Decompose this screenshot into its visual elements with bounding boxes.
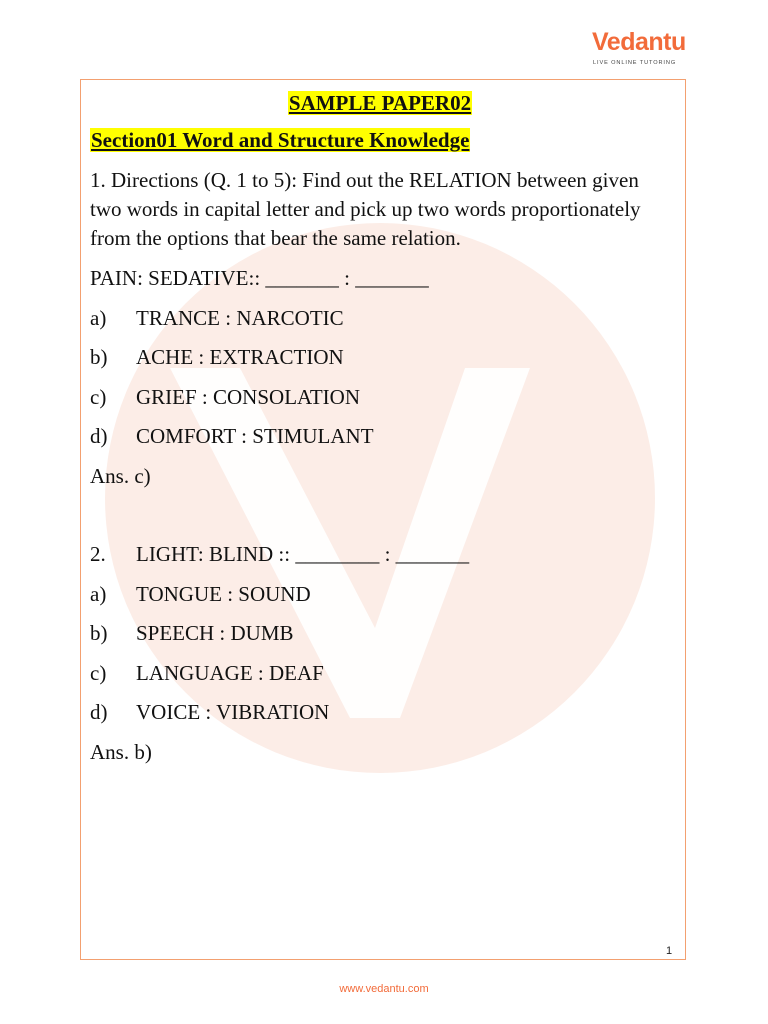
section-heading <box>90 126 670 154</box>
option-text: LANGUAGE : DEAF <box>136 660 324 685</box>
option-row <box>90 304 670 344</box>
option-text: TONGUE : SOUND <box>136 581 311 606</box>
answer-text: Ans. c) <box>90 463 151 488</box>
directions-paragraph: 1. Directions (Q. 1 to 5): Find out the RELATION between given two words in capital letter and pick up two words proportionately from the options that bear the same relation. <box>90 168 641 250</box>
answer-line <box>90 462 670 502</box>
paper-title <box>90 91 670 116</box>
option-row <box>90 659 670 699</box>
option-text: VOICE : VIBRATION <box>136 700 330 724</box>
footer-url-link[interactable]: www.vedantu.com <box>339 983 429 995</box>
answer-line <box>90 738 670 778</box>
vedantu-logo <box>592 28 684 72</box>
question-stem-text: PAIN: SEDATIVE:: _______ : _______ <box>90 266 429 290</box>
document-content <box>90 91 670 777</box>
question-stem <box>90 264 670 304</box>
section-heading-text: Section01 Word and Structure Knowledge <box>91 128 470 152</box>
page-number: 1 <box>666 945 673 957</box>
question-stem <box>90 540 670 580</box>
option-text: TRANCE : NARCOTIC <box>136 305 344 330</box>
option-label: c) <box>90 660 107 685</box>
option-label: a) <box>90 581 107 606</box>
option-label: d) <box>90 424 108 448</box>
option-text: GRIEF : CONSOLATION <box>136 384 361 409</box>
option-label: b) <box>90 345 108 369</box>
option-text: SPEECH : DUMB <box>136 621 294 645</box>
option-label: b) <box>90 621 108 645</box>
answer-text: Ans. b) <box>90 739 152 764</box>
spacer <box>90 501 670 540</box>
option-label: a) <box>90 305 107 330</box>
option-row <box>90 422 670 462</box>
option-text: ACHE : EXTRACTION <box>136 345 344 369</box>
option-row <box>90 619 670 659</box>
question-number: 2. <box>90 542 106 566</box>
option-row <box>90 383 670 423</box>
paper-title-text: SAMPLE PAPER02 <box>288 91 472 115</box>
question-stem-text: LIGHT: BLIND :: ________ : _______ <box>136 542 470 566</box>
option-row <box>90 580 670 620</box>
logo-tagline: LIVE ONLINE TUTORING <box>593 60 677 66</box>
option-text: COMFORT : STIMULANT <box>136 424 374 448</box>
option-row <box>90 343 670 383</box>
option-label: d) <box>90 700 108 724</box>
option-row <box>90 698 670 738</box>
logo-text: Vedantu <box>592 28 686 56</box>
option-label: c) <box>90 384 107 409</box>
